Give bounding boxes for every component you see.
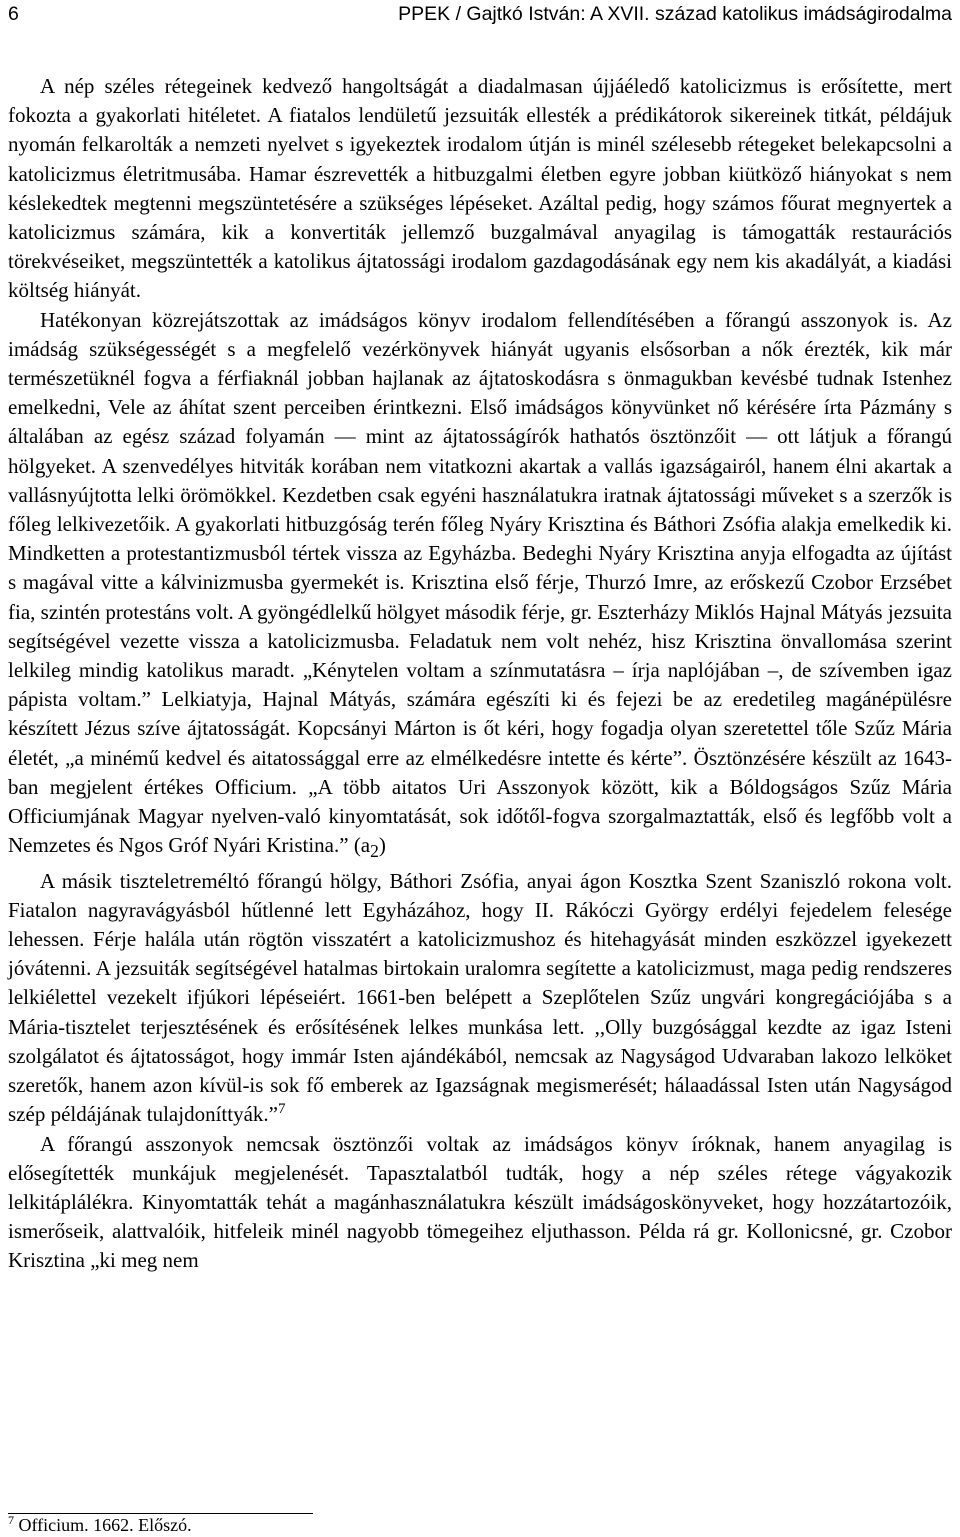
paragraph-text: A főrangú asszonyok nemcsak ösztönzői voltak az imádságos könyv íróknak, hanem anyagilag is elősegítették munkájuk megjelenését. Tapasztalatból tudták, hogy a nép széles rétege vágyakozik lelkitáplálékra. Kinyomtatták tehát a magánhasználatukra készült imádságoskönyveket, hogy hozzátartozóik, ismerőseik, alattvalóik, hitfeleik minél nagyobb tömegeihez eljuthasson. Példa rá gr. Kollonicsné, gr. Czobor Krisztina „ki meg nem xyxy=(8,1131,952,1273)
body-text xyxy=(8,72,952,1276)
running-title: PPEK / Gajtkó István: A XVII. század katolikus imádságirodalma xyxy=(398,3,952,25)
subscript: 2 xyxy=(370,841,379,862)
footnote xyxy=(8,1514,192,1536)
paragraph xyxy=(8,1130,952,1276)
document-page xyxy=(8,0,952,1537)
paragraph xyxy=(8,867,952,1130)
page-number: 6 xyxy=(8,3,19,25)
paragraph xyxy=(8,72,952,306)
footnote-number: 7 xyxy=(8,1513,14,1527)
paragraph-text: A másik tiszteletreméltó főrangú hölgy, Báthori Zsófia, anyai ágon Kosztka Szent Szaniszló rokona volt. Fiatalon nagyravágyásból hűtlenné lett Egyházához, hogy II. Rákóczi György erdélyi fejedelem felesége lehessen. Férje halála után rögtön visszatért a katolicizmushoz és hitehagyását minden eszközzel igyekezett jóvátenni. A jezsuiták segítségével hatalmas birtokain uralomra segítette a katolicizmust, maga pedig rendszeres lelkiélettel vezekelt ifjúkori lépéseiért. 1661-ben belépett a Szeplőtelen Szűz ungvári kongregációjába s a Mária-tisztelet terjesztésének és erősítésének lelkes munkása lett. ,,Olly buzgósággal kezdte az igaz Isteni szolgálatot és ájtatosságot, hogy immár Isten ajándékából, nemcsak az Nagyságod Udvaraban lakozo lelköket szeretők, hanem azon kívül-is sok fő emberek az Igazságnak megismerését; hálaadással Isten után Nagyságod szép példájának tulajdoníttyák.” xyxy=(8,868,952,1127)
footnote-text: Officium. 1662. Előszó. xyxy=(18,1515,192,1535)
paragraph-text: A nép széles rétegeinek kedvező hangoltságát a diadalmasan újjáéledő katolicizmus is erősítette, mert fokozta a gyakorlati hitéletet. A fiatalos lendületű jezsuiták ellesték a prédikátorok sikereinek titkát, példájuk nyomán felkarolták a nemzeti nyelvet s igyekeztek irodalom útján is minél szélesebb rétegeket belekapcsolni a katolicizmus életritmusába. Hamar észrevették a hitbuzgalmi életben egyre jobban kiütköző hiányokat s nem késlekedtek megtenni megszüntetésére a szükséges lépéseket. Azáltal pedig, hogy számos főurat megnyertek a katolicizmus számára, kik a konvertiták jellemző buzgalmával anyagilag is támogatták restaurációs törekvéseiket, megszüntették a katolikus ájtatossági irodalom gazdagodásának egy nem kis akadályát, a kiadási költség hiányát. xyxy=(8,74,952,303)
paragraph-text-end: ) xyxy=(378,833,386,858)
running-header xyxy=(8,2,952,32)
paragraph xyxy=(8,306,952,867)
footnote-reference[interactable]: 7 xyxy=(278,1101,286,1118)
paragraph-text: Hatékonyan közrejátszottak az imádságos könyv irodalom fellendítésében a főrangú asszonyok is. Az imádság szükségességét s a megfelelő vezérkönyvek hiányát ugyanis elsősorban a nők érezték, kik már természetüknél fogva a férfiaknál jobban hajlanak az ájtatoskodásra s önmagukban kevésbé tudnak Istenhez emelkedni, Vele az áhítat szent perceiben érintkezni. Első imádságos könyvünket nő kérésére írta Pázmány s általában az egész század folyamán — mint az ájtatosságírók hathatós ösztönzőit — ott látjuk a főrangú hölgyeket. A szenvedélyes hitviták korában nem vitatkozni akartak a vallás igazságairól, hanem élni akartak a vallásnyújtotta lelki örömökkel. Kezdetben csak egyéni használatukra iratnak ájtatossági műveket s a szerzők is főleg lelkivezetőik. A gyakorlati hitbuzgóság terén főleg Nyáry Krisztina és Báthori Zsófia alakja emelkedik ki. Mindketten a protestantizmusból tértek vissza az Egyházba. Bedeghi Nyáry Krisztina anyja elfogadta az újítást s magával vitte a kálvinizmusba gyermekét is. Krisztina első férje, Thurzó Imre, az erőskezű Czobor Erzsébet fia, szintén protestáns volt. A gyöngédlelkű hölgyet második férje, gr. Eszterházy Miklós Hajnal Mátyás jezsuita segítségével vezette vissza a katolicizmusba. Feladatuk nem volt nehéz, hisz Krisztina önvallomása szerint lelkileg mindig katolikus maradt. „Kénytelen voltam a színmutatásra – írja naplójában –, de szívemben igaz pápista voltam.” Lelkiatyja, Hajnal Mátyás, számára egészíti ki és fejezi be az eredetileg magánépülésre készített Jézus szíve ájtatosságát. Kopcsányi Márton is őt kéri, hogy fogadja olyan szeretettel tőle Szűz Mária életét, „a minémű kedvel és aitatossággal erre az elmélkedésre intette és kérte”. Ösztönzésére készült az 1643-ban megjelent értékes Officium. „A több aitatos Uri Asszonyok között, kik a Bóldogságos Szűz Mária Officiumjának Magyar nyelven-való kinyomtatását, sok időtől-fogva szorgalmaztatták, első és legfőbb volt a Nemzetes és Ngos Gróf Nyári Kristina.” (a xyxy=(8,307,952,858)
